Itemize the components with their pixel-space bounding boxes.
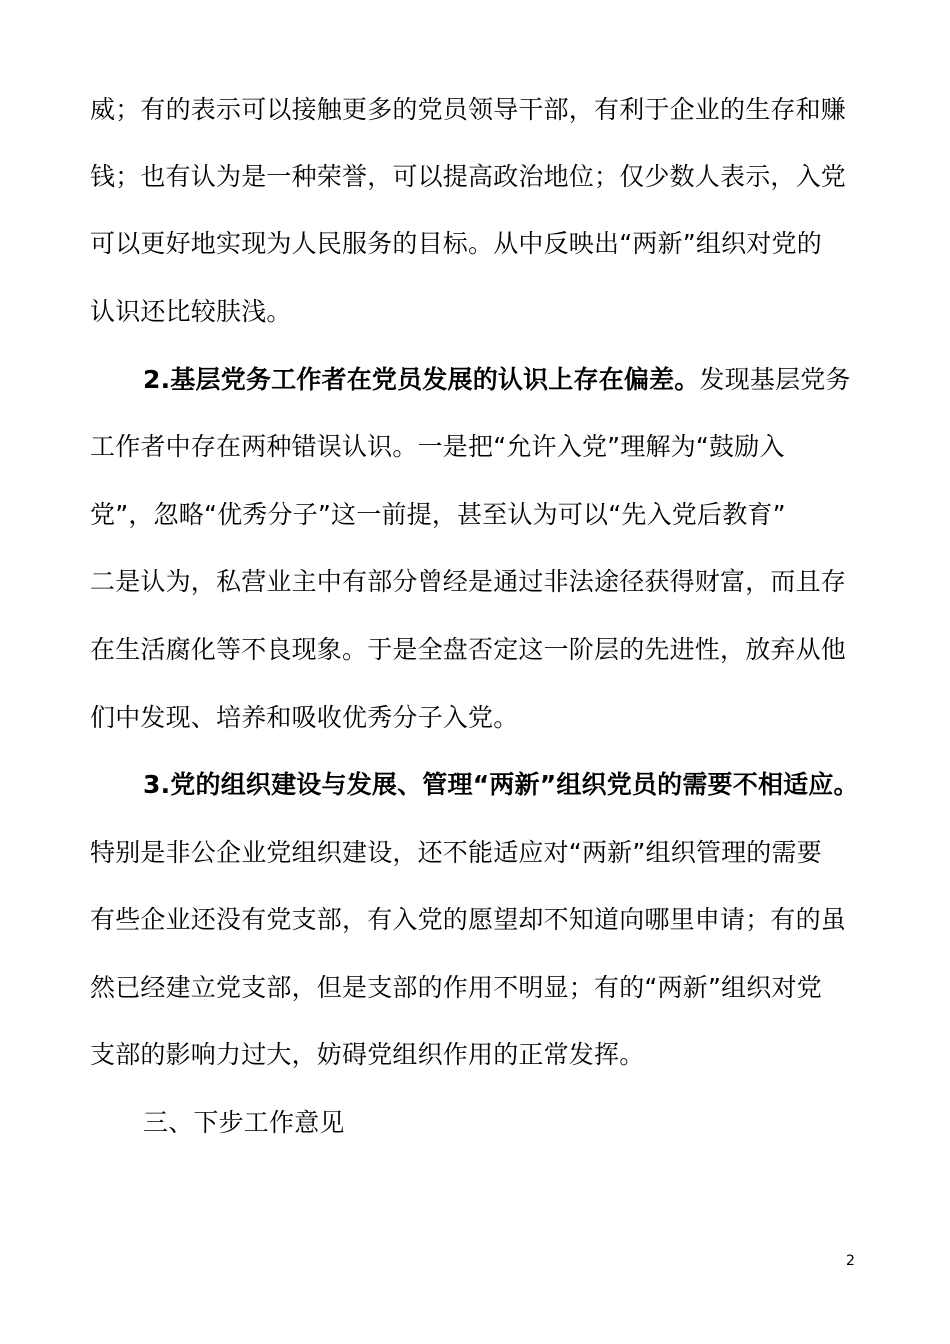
section-heading: 2.基层党务工作者在党员发展的认识上存在偏差。 [143,365,700,394]
text-segment: 二是认为，私营业主中有部分曾经是通过非法途径获得财富，而且存 [90,567,847,596]
text-line [90,835,880,871]
text-line [90,159,880,195]
text-line [90,497,880,533]
text-segment: 党”，忽略“优秀分子”这一前提，甚至认为可以“先入党后教育” [90,500,786,529]
section-heading-line [143,767,883,803]
section-heading: 3.党的组织建设与发展、管理“两新”组织党员的需要不相适应。 [143,770,859,799]
text-segment: 们中发现、培养和吸收优秀分子入党。 [90,703,519,732]
section-heading-line [143,362,883,398]
text-segment: 支部的影响力过大，妨碍党组织作用的正常发挥。 [90,1040,645,1069]
page-number: 2 [846,1253,855,1269]
chapter-heading-line [143,1105,883,1141]
text-segment: 特别是非公企业党组织建设，还不能适应对“两新”组织管理的需要 [90,838,822,867]
text-line [90,700,880,736]
text-line [90,429,880,465]
text-line [90,564,880,600]
text-segment: 可以更好地实现为人民服务的目标。从中反映出“两新”组织对党的 [90,229,822,258]
text-segment: 在生活腐化等不良现象。于是全盘否定这一阶层的先进性，放弃从他 [90,635,847,664]
text-segment: 认识还比较肤浅。 [90,297,292,326]
text-line [90,1037,880,1073]
text-segment: 工作者中存在两种错误认识。一是把“允许入党”理解为“鼓励入 [90,432,785,461]
text-segment: 有些企业还没有党支部，有入党的愿望却不知道向哪里申请；有的虽 [90,905,847,934]
text-segment: 钱；也有认为是一种荣誉，可以提高政治地位；仅少数人表示，入党 [90,162,847,191]
text-segment: 发现基层党务 [699,365,851,394]
text-line [90,970,880,1006]
text-line [90,902,880,938]
text-segment: 威；有的表示可以接触更多的党员领导干部，有利于企业的生存和赚 [90,95,847,124]
text-line [90,226,880,262]
chapter-heading: 三、下步工作意见 [143,1108,345,1137]
text-line [90,294,880,330]
text-segment: 然已经建立党支部，但是支部的作用不明显；有的“两新”组织对党 [90,973,822,1002]
text-line [90,632,880,668]
text-line [90,92,880,128]
